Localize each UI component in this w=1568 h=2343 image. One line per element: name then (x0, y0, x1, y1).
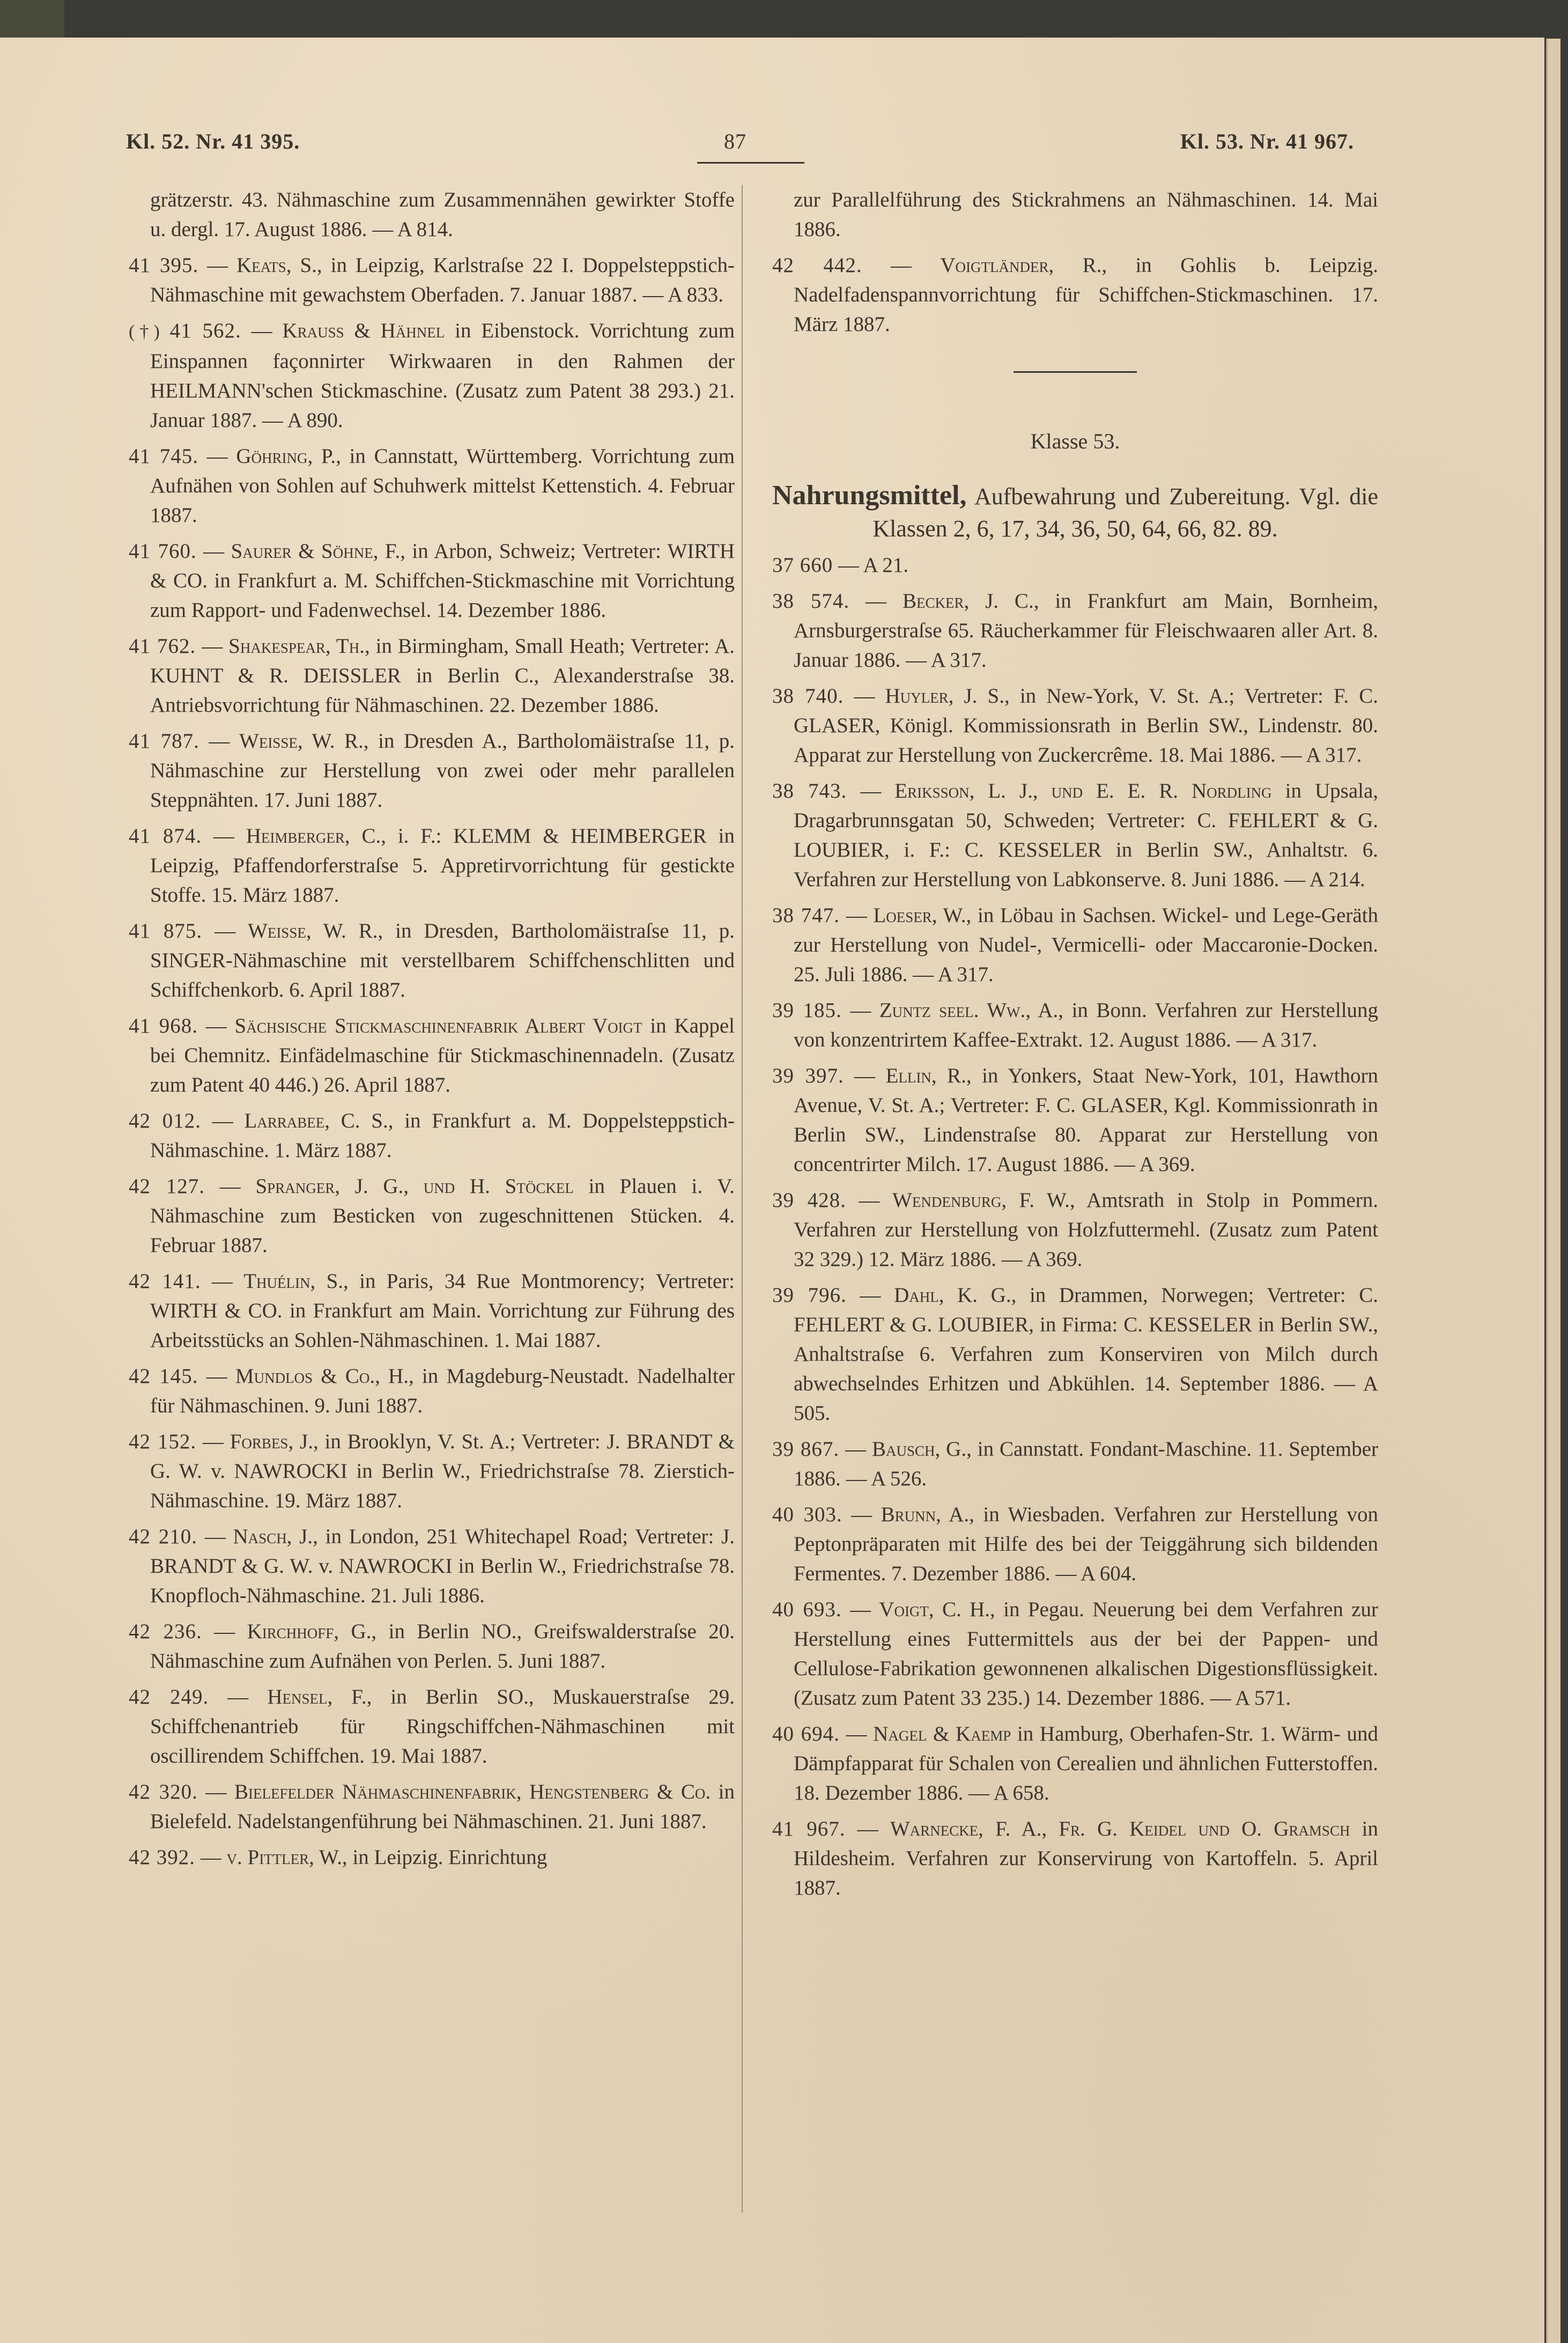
patent-entry: 41 875. — Weisse, W. R., in Dresden, Bartholomäistraſse 11, p. SINGER-Nähmaschine mit verstellbarem Schiffchenschlitten und Schiffchenkorb. 6. April 1887. (129, 919, 735, 1001)
patent-entry: 42 141. — Thuélin, S., in Paris, 34 Rue Montmorency; Vertreter: WIRTH & CO. in Frankfurt am Main. Vorrichtung zur Führung des Arbeitsstücks an Sohlen-Nähmaschinen. 1. Mai 1887. (129, 1270, 735, 1352)
patent-entry: 42 127. — Spranger, J. G., und H. Stöckel in Plauen i. V. Nähmaschine zum Besticken von zugeschnittenen Stücken. 4. Februar 1887. (129, 1175, 735, 1257)
patent-description: in Frankfurt am Main, Bornheim, Arnsburgerstraſse 65. Räucherkammer für Fleischwaaren aller Art. 8. Januar 1886. — A 317. (794, 590, 1379, 672)
patent-description: in Pegau. Neuerung bei dem Verfahren zur Herstellung eines Futtermittels aus der bei der Pappen- und Cellulose-Fabrikation gewonnenen alkalischen Digestionsflüssigkeit. (Zusatz zum Patent 33 235.) 14. Dezember 1886. — A 571. (794, 1598, 1378, 1710)
patent-entry: 42 236. — Kirchhoff, G., in Berlin NO., Greifswalderstraſse 20. Nähmaschine zum Aufnähen von Perlen. 5. Juni 1887. (129, 1620, 735, 1672)
patent-number: 39 428. (772, 1189, 846, 1212)
patent-entry: 40 303. — Brunn, A., in Wiesbaden. Verfahren zur Herstellung von Peptonpräparaten mit Hilfe des bei der Teiggährung sich bildenden Fermentes. 7. Dezember 1886. — A 604. (772, 1503, 1379, 1585)
patent-description: in Drammen, Norwegen; Vertreter: C. FEHLERT & G. LOUBIER, in Firma: C. KESSELER in Berlin SW., Anhaltstraſse 6. Verfahren zum Konserviren von Milch durch abwechselndes Erhitzen und Abkühlen. 14. September 1886. — A 505. (794, 1284, 1379, 1425)
patent-entry: 41 762. — Shakespear, Th., in Birmingham, Small Heath; Vertreter: A. KUHNT & R. DEISSLER in Berlin C., Alexanderstraſse 38. Antriebsvorrichtung für Nähmaschinen. 22. Dezember 1886. (129, 635, 735, 717)
running-header (126, 129, 1354, 161)
patentee-name: Brunn, A., (881, 1503, 974, 1526)
patent-description: in Birmingham, Small Heath; Vertreter: A. KUHNT & R. DEISSLER in Berlin C., Alexanderstraſse 38. Antriebsvorrichtung für Nähmaschinen. 22. Dezember 1886. (150, 635, 735, 717)
entries-after-section (772, 550, 1378, 1903)
patent-entry: 41 745. — Göhring, P., in Cannstatt, Württemberg. Vorrichtung zum Aufnähen von Sohlen auf Schuhwerk mittelst Kettenstich. 4. Februar 1887. (129, 445, 735, 527)
patent-entry: (†) 41 562. — Krauss & Hähnel in Eibenstock. Vorrichtung zum Einspannen façonnirter Wirkwaaren in den Rahmen der HEILMANN'schen Stickmaschine. (Zusatz zum Patent 38 293.) 21. Januar 1887. — A 890. (129, 319, 735, 432)
patent-entry: 41 787. — Weisse, W. R., in Dresden A., Bartholomäistraſse 11, p. Nähmaschine zur Herstellung von zwei oder mehr parallelen Steppnähten. 17. Juni 1887. (129, 730, 735, 812)
patentee-name: Dahl, K. G., (894, 1284, 1017, 1307)
patent-number: 42 127. (129, 1175, 205, 1198)
deceased-marker: (†) (129, 322, 160, 342)
patent-number: 42 152. (129, 1430, 197, 1453)
patentee-name: Huyler, J. S., (885, 684, 1010, 708)
patent-number: 41 967. (772, 1817, 846, 1840)
patent-description: in Paris, 34 Rue Montmorency; Vertreter: WIRTH & CO. in Frankfurt am Main. Vorrichtung zur Führung des Arbeitsstücks an Sohlen-Nähmaschinen. 1. Mai 1887. (150, 1270, 735, 1352)
patent-number: 42 320. (129, 1780, 198, 1803)
patentee-name: Spranger, J. G., und H. Stöckel (255, 1175, 574, 1198)
patent-number: 41 395. (129, 254, 199, 277)
patent-entry: 41 760. — Saurer & Söhne, F., in Arbon, Schweiz; Vertreter: WIRTH & CO. in Frankfurt a. M. Schiffchen-Stickmaschine mit Vorrichtung zum Rapport- und Fadenwechsel. 14. Dezember 1886. (129, 540, 735, 622)
section-title-bold: Nahrungsmittel, (772, 480, 967, 511)
column-divider (742, 185, 743, 2213)
patent-description: in Plauen i. V. Nähmaschine zum Besticken von zugeschnittenen Stücken. 4. Februar 1887. (150, 1175, 735, 1257)
patent-description: in Magdeburg-Neustadt. Nadelhalter für Nähmaschinen. 9. Juni 1887. (150, 1365, 735, 1417)
patent-entry: 42 145. — Mundlos & Co., H., in Magdeburg-Neustadt. Nadelhalter für Nähmaschinen. 9. Juni 1887. (129, 1365, 735, 1417)
patent-number: 40 303. (772, 1503, 842, 1526)
patent-number: 40 694. (772, 1722, 840, 1745)
patent-description: in Bielefeld. Nadelstangenführung bei Nähmaschinen. 21. Juni 1887. (150, 1780, 735, 1833)
patent-number: 42 145. (129, 1365, 198, 1388)
page-edge (1546, 39, 1560, 2343)
patent-number: 42 210. (129, 1525, 197, 1548)
entries-before-section (772, 250, 1378, 339)
patent-entry: 41 968. — Sächsische Stickmaschinenfabrik Albert Voigt in Kappel bei Chemnitz. Einfädelmaschine für Stickmaschinennadeln. (Zusatz zum Patent 40 446.) 26. April 1887. (129, 1014, 735, 1096)
patent-number: 41 762. (129, 635, 196, 658)
patent-description: in Hamburg, Oberhafen-Str. 1. Wärm- und Dämpfapparat für Schalen von Cerealien und ähnlichen Futterstoffen. 18. Dezember 1886. — A 658. (794, 1722, 1379, 1804)
patent-number: 41 562. (169, 319, 241, 342)
patent-entry (772, 550, 1378, 580)
patentee-name: Göhring, P., (236, 445, 341, 468)
header-right: Kl. 53. Nr. 41 967. (1180, 129, 1354, 153)
patent-number: 39 397. (772, 1064, 844, 1087)
patent-description: in Bonn. Verfahren zur Herstellung von konzentrirtem Kaffee-Extrakt. 12. August 1886. — A 317. (794, 999, 1379, 1051)
patentee-name: Weisse, W. R., (239, 730, 369, 753)
patentee-name: Ellin, R., (885, 1064, 972, 1087)
patent-number: 42 442. (772, 254, 862, 277)
patent-number: 42 392. (129, 1846, 195, 1869)
patent-entry: 39 867. — Bausch, G., in Cannstatt. Fondant-Maschine. 11. September 1886. — A 526. (772, 1438, 1379, 1490)
patentee-name: v. Pittler, W., (226, 1846, 347, 1869)
patent-entry: 38 740. — Huyler, J. S., in New-York, V. St. A.; Vertreter: F. C. GLASER, Königl. Kommissionsrath in Berlin SW., Lindenstr. 80. Apparat zur Herstellung von Zuckercrême. 18. Mai 1886. — A 317. (772, 684, 1379, 767)
patentee-name: Warnecke, F. A., Fr. G. Keidel und O. Gramsch (890, 1817, 1350, 1840)
patent-description: — A 21. (838, 554, 909, 577)
patent-entry: 42 012. — Larrabee, C. S., in Frankfurt a. M. Doppelsteppstich-Nähmaschine. 1. März 1887. (129, 1109, 735, 1162)
right-column (772, 185, 1378, 1909)
patent-number: 39 185. (772, 999, 842, 1022)
section-title (772, 480, 1378, 545)
patent-description: in Frankfurt a. M. Doppelsteppstich-Nähmaschine. 1. März 1887. (150, 1109, 735, 1162)
patent-number: 38 574. (772, 590, 850, 613)
patent-number: 41 875. (129, 919, 203, 942)
patentee-name: Shakespear, Th., (228, 635, 370, 658)
patentee-name: Hensel, F., (267, 1685, 372, 1708)
patent-entry: 39 428. — Wendenburg, F. W., Amtsrath in Stolp in Pommern. Verfahren zur Herstellung von Holzfuttermehl. (Zusatz zum Patent 32 329.) 12. März 1886. — A 369. (772, 1189, 1378, 1271)
patent-description: in Wiesbaden. Verfahren zur Herstellung von Peptonpräparaten mit Hilfe des bei der Teiggährung sich bildenden Fermentes. 7. Dezember 1886. — A 604. (794, 1503, 1379, 1585)
section-title-rest: Aufbewahrung und Zubereitung. Vgl. die Klassen 2, 6, 17, 34, 36, 50, 64, 66, 82. 89. (872, 483, 1378, 542)
patent-entry: 42 320. — Bielefelder Nähmaschinenfabrik, Hengstenberg & Co. in Bielefeld. Nadelstangenführung bei Nähmaschinen. 21. Juni 1887. (129, 1780, 735, 1833)
patent-entry: 42 210. — Nasch, J., in London, 251 Whitechapel Road; Vertreter: J. BRANDT & G. W. v. NAWROCKI in Berlin W., Friedrichstraſse 78. Knopfloch-Nähmaschine. 21. Juli 1886. (129, 1525, 735, 1607)
patentee-name: Becker, J. C., (902, 590, 1039, 613)
header-rule (697, 162, 804, 164)
patent-description: in Kappel bei Chemnitz. Einfädelmaschine für Stickmaschinennadeln. (Zusatz zum Patent 40 446.) 26. April 1887. (150, 1014, 735, 1096)
patentee-name: Eriksson, L. J., und E. E. R. Nordling (894, 779, 1272, 802)
patent-entry: 40 694. — Nagel & Kaemp in Hamburg, Oberhafen-Str. 1. Wärm- und Dämpfapparat für Schalen von Cerealien und ähnlichen Futterstoffen. 18. Dezember 1886. — A 658. (772, 1722, 1379, 1804)
patent-entry: 42 152. — Forbes, J., in Brooklyn, V. St. A.; Vertreter: J. BRANDT & G. W. v. NAWROCKI in Berlin W., Friedrichstraſse 78. Zierstich-Nähmaschine. 19. März 1887. (129, 1430, 735, 1512)
patent-description: in Berlin NO., Greifswalderstraſse 20. Nähmaschine zum Aufnähen von Perlen. 5. Juni 1887. (150, 1620, 735, 1672)
patent-number: 39 867. (772, 1438, 840, 1461)
patentee-name: Wendenburg, F. W., (892, 1189, 1075, 1212)
patentee-name: Bielefelder Nähmaschinenfabrik, Hengstenberg & Co. (234, 1780, 711, 1803)
patent-number: 41 787. (129, 730, 199, 753)
header-left: Kl. 52. Nr. 41 395. (126, 129, 300, 153)
patent-description: Amtsrath in Stolp in Pommern. Verfahren zur Herstellung von Holzfuttermehl. (Zusatz zum Patent 32 329.) 12. März 1886. — A 369. (794, 1189, 1378, 1271)
patent-description: in Löbau in Sachsen. Wickel- und Lege-Geräth zur Herstellung von Nudel-, Vermicelli- oder Maccaronie-Docken. 25. Juli 1886. — A 317. (794, 904, 1379, 986)
patent-description: i. F.: KLEMM & HEIMBERGER in Leipzig, Pfaffendorferstraſse 5. Appretirvorrichtung für gestickte Stoffe. 15. März 1887. (150, 824, 735, 907)
patent-entry: 38 743. — Eriksson, L. J., und E. E. R. Nordling in Upsala, Dragarbrunnsgatan 50, Schweden; Vertreter: C. FEHLERT & G. LOUBIER, i. F.: C. KESSELER in Berlin SW., Anhaltstr. 6. Verfahren zur Herstellung von Labkonserve. 8. Juni 1886. — A 214. (772, 779, 1379, 891)
patent-entry: 42 442. — Voigtländer, R., in Gohlis b. Leipzig. Nadelfadenspannvorrichtung für Schiffchen-Stickmaschinen. 17. März 1887. (772, 254, 1378, 336)
patentee-name: Thuélin, S., (243, 1270, 349, 1293)
patent-entry: 38 747. — Loeser, W., in Löbau in Sachsen. Wickel- und Lege-Geräth zur Herstellung von Nudel-, Vermicelli- oder Maccaronie-Docken. 25. Juli 1886. — A 317. (772, 904, 1379, 986)
patent-number: 42 012. (129, 1109, 201, 1132)
patentee-name: Nagel & Kaemp (873, 1722, 1011, 1745)
patent-entry: 41 395. — Keats, S., in Leipzig, Karlstraſse 22 I. Doppelsteppstich-Nähmaschine mit gewachstem Oberfaden. 7. Januar 1887. — A 833. (129, 254, 735, 306)
patent-number: 40 693. (772, 1598, 842, 1621)
patent-description: in Cannstatt, Württemberg. Vorrichtung zum Aufnähen von Sohlen auf Schuhwerk mittelst Kettenstich. 4. Februar 1887. (150, 445, 735, 527)
patent-entry: 41 967. — Warnecke, F. A., Fr. G. Keidel und O. Gramsch in Hildesheim. Verfahren zur Konservirung von Kartoffeln. 5. April 1887. (772, 1817, 1379, 1899)
book-binding (0, 0, 64, 38)
patent-number: 42 236. (129, 1620, 202, 1643)
section-klasse: Klasse 53. (1030, 429, 1120, 453)
patentee-name: Heimberger, C., (246, 824, 386, 848)
patent-description: in New-York, V. St. A.; Vertreter: F. C. GLASER, Königl. Kommissionsrath in Berlin SW., Lindenstr. 80. Apparat zur Herstellung von Zuckercrême. 18. Mai 1886. — A 317. (794, 684, 1379, 767)
section-rule (1014, 371, 1137, 373)
patentee-name: Saurer & Söhne, F., (231, 540, 405, 563)
patent-entry: 39 397. — Ellin, R., in Yonkers, Staat New-York, 101, Hawthorn Avenue, V. St. A.; Vertreter: F. C. GLASER, Kgl. Kommissionrath in Berlin SW., Lindenstraſse 80. Apparat zur Herstellung von concentrirter Milch. 17. August 1886. — A 369. (772, 1064, 1379, 1176)
patent-description: in Dresden A., Bartholomäistraſse 11, p. Nähmaschine zur Herstellung von zwei oder mehr parallelen Steppnähten. 17. Juni 1887. (150, 730, 735, 812)
patent-description: in Leipzig, Karlstraſse 22 I. Doppelsteppstich-Nähmaschine mit gewachstem Oberfaden. 7. Januar 1887. — A 833. (150, 254, 735, 306)
patent-entry: 39 185. — Zuntz seel. Ww., A., in Bonn. Verfahren zur Herstellung von konzentrirtem Kaffee-Extrakt. 12. August 1886. — A 317. (772, 999, 1379, 1051)
patent-number: 38 747. (772, 904, 840, 927)
patent-description: in London, 251 Whitechapel Road; Vertreter: J. BRANDT & G. W. v. NAWROCKI in Berlin W., Friedrichstraſse 78. Knopfloch-Nähmaschine. 21. Juli 1886. (150, 1525, 735, 1607)
patent-entry: 40 693. — Voigt, C. H., in Pegau. Neuerung bei dem Verfahren zur Herstellung eines Futtermittels aus der bei der Pappen- und Cellulose-Fabrikation gewonnenen alkalischen Digestionsflüssigkeit. (Zusatz zum Patent 33 235.) 14. Dezember 1886. — A 571. (772, 1598, 1378, 1710)
left-column (129, 185, 735, 1878)
page-number: 87 (724, 129, 746, 153)
patent-entry: 41 874. — Heimberger, C., i. F.: KLEMM & HEIMBERGER in Leipzig, Pfaffendorferstraſse 5. Appretirvorrichtung für gestickte Stoffe. 15. März 1887. (129, 824, 735, 907)
patent-number: 42 249. (129, 1685, 209, 1708)
patent-description: in Upsala, Dragarbrunnsgatan 50, Schweden; Vertreter: C. FEHLERT & G. LOUBIER, i. F.: C. KESSELER in Berlin SW., Anhaltstr. 6. Verfahren zur Herstellung von Labkonserve. 8. Juni 1886. — A 214. (794, 779, 1379, 891)
patent-number: 39 796. (772, 1284, 847, 1307)
patent-number: 41 745. (129, 445, 198, 468)
patent-entry: 38 574. — Becker, J. C., in Frankfurt am Main, Bornheim, Arnsburgerstraſse 65. Räucherkammer für Fleischwaaren aller Art. 8. Januar 1886. — A 317. (772, 590, 1379, 672)
patent-number: 42 141. (129, 1270, 201, 1293)
patentee-name: Kirchhoff, G., (247, 1620, 377, 1643)
patent-number: 41 760. (129, 540, 197, 563)
patentee-name: Loeser, W., (873, 904, 972, 927)
patent-number: 37 660 (772, 554, 833, 577)
patent-description: in Eibenstock. Vorrichtung zum Einspannen façonnirter Wirkwaaren in den Rahmen der HEILMANN'schen Stickmaschine. (Zusatz zum Patent 38 293.) 21. Januar 1887. — A 890. (150, 319, 735, 432)
patent-description: in Leipzig. Einrichtung (352, 1846, 548, 1869)
patentee-name: Nasch, J., (233, 1525, 318, 1548)
patentee-name: Zuntz seel. Ww., A., (879, 999, 1064, 1022)
patentee-name: Mundlos & Co., H., (235, 1365, 414, 1388)
patentee-name: Voigtländer, R., (940, 254, 1107, 277)
patent-description: in Berlin SO., Muskauerstraſse 29. Schiffchenantrieb für Ringschiffchen-Nähmaschinen mit oscillirendem Schiffchen. 19. Mai 1887. (150, 1685, 735, 1767)
patentee-name: Weisse, W. R., (248, 919, 383, 942)
patent-entry: 42 249. — Hensel, F., in Berlin SO., Muskauerstraſse 29. Schiffchenantrieb für Ringschiffchen-Nähmaschinen mit oscillirendem Schiffchen. 19. Mai 1887. (129, 1685, 735, 1767)
continuation-text: grätzerstr. 43. Nähmaschine zum Zusammennähen gewirkter Stoffe u. dergl. 17. August 1886. — A 814. (150, 188, 735, 241)
patent-description: in Dresden, Bartholomäistraſse 11, p. SINGER-Nähmaschine mit verstellbarem Schiffchenschlitten und Schiffchenkorb. 6. April 1887. (150, 919, 735, 1001)
patentee-name: Sächsische Stickmaschinenfabrik Albert Voigt (234, 1014, 642, 1037)
patent-description: in Cannstatt. Fondant-Maschine. 11. September 1886. — A 526. (794, 1438, 1379, 1490)
patent-number: 41 968. (129, 1014, 198, 1037)
patentee-name: Krauss & Hähnel (282, 319, 445, 342)
patent-number: 38 743. (772, 779, 847, 802)
patent-entry: 39 796. — Dahl, K. G., in Drammen, Norwegen; Vertreter: C. FEHLERT & G. LOUBIER, in Firma: C. KESSELER in Berlin SW., Anhaltstraſse 6. Verfahren zum Konserviren von Milch durch abwechselndes Erhitzen und Abkühlen. 14. September 1886. — A 505. (772, 1284, 1379, 1425)
patentee-name: Larrabee, C. S., (244, 1109, 394, 1132)
continuation-text: zur Parallelführung des Stickrahmens an Nähmaschinen. 14. Mai 1886. (794, 188, 1378, 241)
patent-entry: 42 392. — v. Pittler, W., in Leipzig. Einrichtung (129, 1846, 548, 1869)
patent-description: in Arbon, Schweiz; Vertreter: WIRTH & CO. in Frankfurt a. M. Schiffchen-Stickmaschine mit Vorrichtung zum Rapport- und Fadenwechsel. 14. Dezember 1886. (150, 540, 735, 622)
patentee-name: Bausch, G., (871, 1438, 972, 1461)
patentee-name: Voigt, C. H., (879, 1598, 995, 1621)
patent-description: in Gohlis b. Leipzig. Nadelfadenspannvorrichtung für Schiffchen-Stickmaschinen. 17. März 1887. (794, 254, 1378, 336)
patent-description: in Hildesheim. Verfahren zur Konservirung von Kartoffeln. 5. April 1887. (794, 1817, 1379, 1899)
patent-description: in Yonkers, Staat New-York, 101, Hawthorn Avenue, V. St. A.; Vertreter: F. C. GLASER, Kgl. Kommissionrath in Berlin SW., Lindenstraſse 80. Apparat zur Herstellung von concentrirter Milch. 17. August 1886. — A 369. (794, 1064, 1379, 1176)
patentee-name: Forbes, J., (230, 1430, 319, 1453)
patent-description: in Brooklyn, V. St. A.; Vertreter: J. BRANDT & G. W. v. NAWROCKI in Berlin W., Friedrichstraſse 78. Zierstich-Nähmaschine. 19. März 1887. (150, 1430, 735, 1512)
patentee-name: Keats, S., (236, 254, 322, 277)
patent-number: 41 874. (129, 824, 202, 848)
patent-number: 38 740. (772, 684, 844, 708)
